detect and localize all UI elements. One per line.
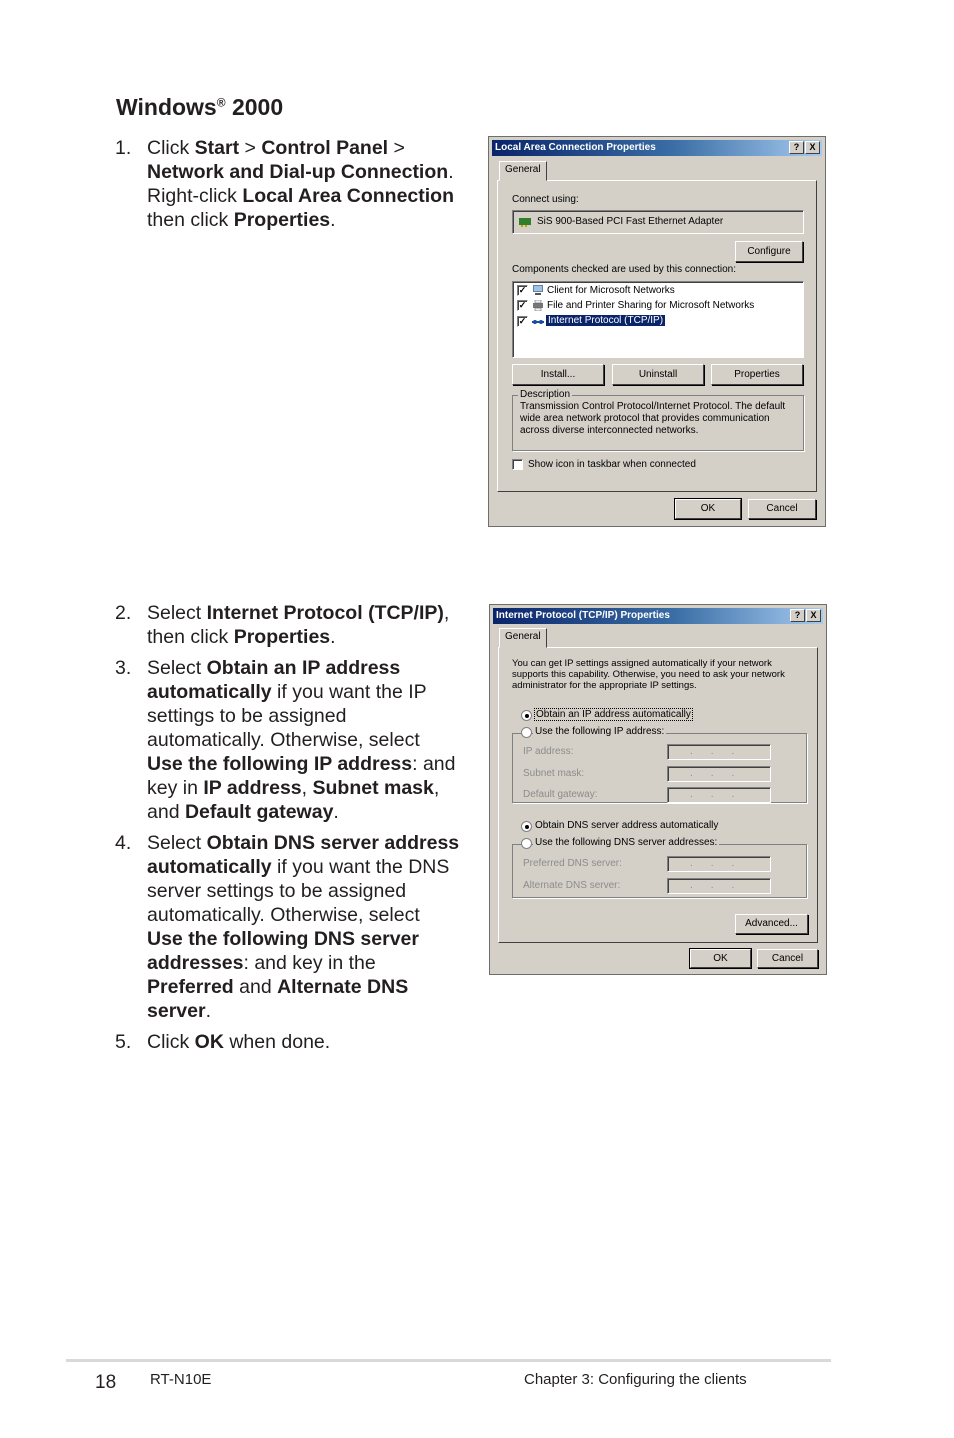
- cancel-button[interactable]: Cancel: [757, 949, 818, 968]
- cancel-button[interactable]: Cancel: [748, 499, 816, 519]
- chapter-title: Chapter 3: Configuring the clients: [524, 1371, 747, 1388]
- step-5: [115, 1030, 460, 1054]
- use-ip-label[interactable]: Use the following IP address:: [535, 726, 665, 737]
- step-number: 2.: [115, 602, 132, 624]
- local-area-connection-dialog: [488, 136, 826, 527]
- preferred-dns-label: Preferred DNS server:: [523, 858, 622, 869]
- obtain-ip-radio[interactable]: [521, 710, 532, 721]
- intro-text: You can get IP settings assigned automatically if your network supports this capability. Otherwise, you need to ask your network administrator for the appropriate IP settings.: [512, 658, 785, 691]
- heading-title: Windows: [116, 94, 217, 120]
- close-button[interactable]: X: [806, 609, 821, 622]
- adapter-field: [512, 210, 804, 234]
- components-list: [512, 281, 804, 358]
- properties-button[interactable]: Properties: [711, 364, 803, 385]
- alternate-dns-field[interactable]: ...: [667, 878, 771, 894]
- component-checkbox[interactable]: ✓: [518, 300, 527, 310]
- registered-mark: ®: [216, 95, 226, 110]
- component-label[interactable]: Client for Microsoft Networks: [547, 285, 675, 296]
- default-gateway-field[interactable]: ...: [667, 787, 771, 803]
- tcpip-properties-dialog: [489, 604, 827, 975]
- dialog-title: Local Area Connection Properties: [495, 142, 656, 153]
- step-text: Click OK when done.: [147, 1031, 331, 1053]
- printer-sharing-icon: [532, 300, 544, 311]
- step-number: 3.: [115, 657, 132, 679]
- obtain-dns-label[interactable]: Obtain DNS server address automatically: [535, 820, 719, 831]
- install-button[interactable]: Install...: [512, 364, 604, 385]
- ok-button[interactable]: OK: [690, 949, 751, 968]
- tab-general[interactable]: General: [499, 161, 547, 181]
- ip-settings-group: [512, 733, 807, 803]
- subnet-mask-label: Subnet mask:: [523, 768, 585, 779]
- description-group: [512, 395, 804, 451]
- step-1: [115, 136, 460, 232]
- dns-settings-group: [512, 844, 807, 898]
- dialog-title: Internet Protocol (TCP/IP) Properties: [496, 610, 670, 621]
- preferred-dns-field[interactable]: ...: [667, 856, 771, 872]
- adapter-name: SiS 900-Based PCI Fast Ethernet Adapter: [537, 216, 724, 227]
- step-number: 1.: [115, 137, 132, 159]
- component-label[interactable]: File and Printer Sharing for Microsoft Networks: [547, 300, 755, 311]
- subnet-mask-field[interactable]: ...: [667, 766, 771, 782]
- heading-version: 2000: [225, 94, 284, 120]
- network-adapter-icon: [519, 216, 531, 227]
- description-label: Description: [520, 389, 571, 400]
- close-button[interactable]: X: [805, 141, 820, 154]
- description-text: Transmission Control Protocol/Internet Protocol. The default wide area network protocol that provides communication across diverse interconnected networks.: [520, 401, 786, 436]
- footer-divider: [66, 1359, 831, 1362]
- step-2: [115, 601, 460, 649]
- dialog-titlebar: [492, 140, 822, 156]
- advanced-button[interactable]: Advanced...: [735, 914, 808, 934]
- step-number: 5.: [115, 1031, 132, 1053]
- help-button[interactable]: ?: [789, 141, 804, 154]
- tab-panel: [498, 647, 818, 943]
- tab-general[interactable]: General: [499, 628, 547, 648]
- section-heading: [116, 94, 283, 121]
- obtain-ip-label[interactable]: Obtain an IP address automatically: [536, 709, 691, 720]
- step-text: Click Start > Control Panel > Network and Dial-up Connection. Right-click Local Area Connection then click Properties.: [147, 137, 455, 231]
- component-label-selected[interactable]: Internet Protocol (TCP/IP): [548, 315, 664, 326]
- use-dns-radio[interactable]: [521, 838, 532, 849]
- uninstall-button[interactable]: Uninstall: [612, 364, 704, 385]
- use-dns-label[interactable]: Use the following DNS server addresses:: [535, 837, 718, 848]
- step-text: Select Obtain DNS server address automatically if you want the DNS server settings to be assigned automatically. Otherwise, select Use the following DNS server addresses: and key in the Preferred and Alternate DNS server.: [147, 832, 460, 1022]
- step-number: 4.: [115, 832, 132, 854]
- dialog-titlebar: [493, 608, 823, 624]
- configure-button[interactable]: Configure: [735, 241, 803, 262]
- ip-address-label: IP address:: [523, 746, 574, 757]
- component-checkbox[interactable]: ✓: [518, 316, 527, 326]
- obtain-dns-radio[interactable]: [521, 821, 532, 832]
- connect-using-label: Connect using:: [512, 194, 579, 205]
- help-button[interactable]: ?: [790, 609, 805, 622]
- step-3: [115, 656, 460, 824]
- ip-address-field[interactable]: ...: [667, 744, 771, 760]
- show-icon-label[interactable]: Show icon in taskbar when connected: [528, 459, 696, 470]
- components-label: Components checked are used by this connection:: [512, 264, 737, 275]
- ok-button[interactable]: OK: [675, 499, 741, 519]
- tab-panel: [497, 180, 817, 492]
- alternate-dns-label: Alternate DNS server:: [523, 880, 621, 891]
- step-4: [115, 831, 460, 1023]
- step-text: Select Obtain an IP address automatically if you want the IP settings to be assigned automatically. Otherwise, select Use the following IP address: and key in IP address, Subnet mask, and Default gateway.: [147, 657, 456, 823]
- protocol-icon: [532, 316, 544, 327]
- default-gateway-label: Default gateway:: [523, 789, 598, 800]
- product-name: RT-N10E: [150, 1371, 212, 1388]
- step-text: Select Internet Protocol (TCP/IP), then click Properties.: [147, 602, 450, 648]
- use-ip-radio[interactable]: [521, 727, 532, 738]
- component-checkbox[interactable]: ✓: [518, 285, 527, 295]
- page-number: 18: [95, 1372, 117, 1393]
- network-client-icon: [532, 285, 544, 296]
- show-icon-checkbox[interactable]: [512, 459, 523, 470]
